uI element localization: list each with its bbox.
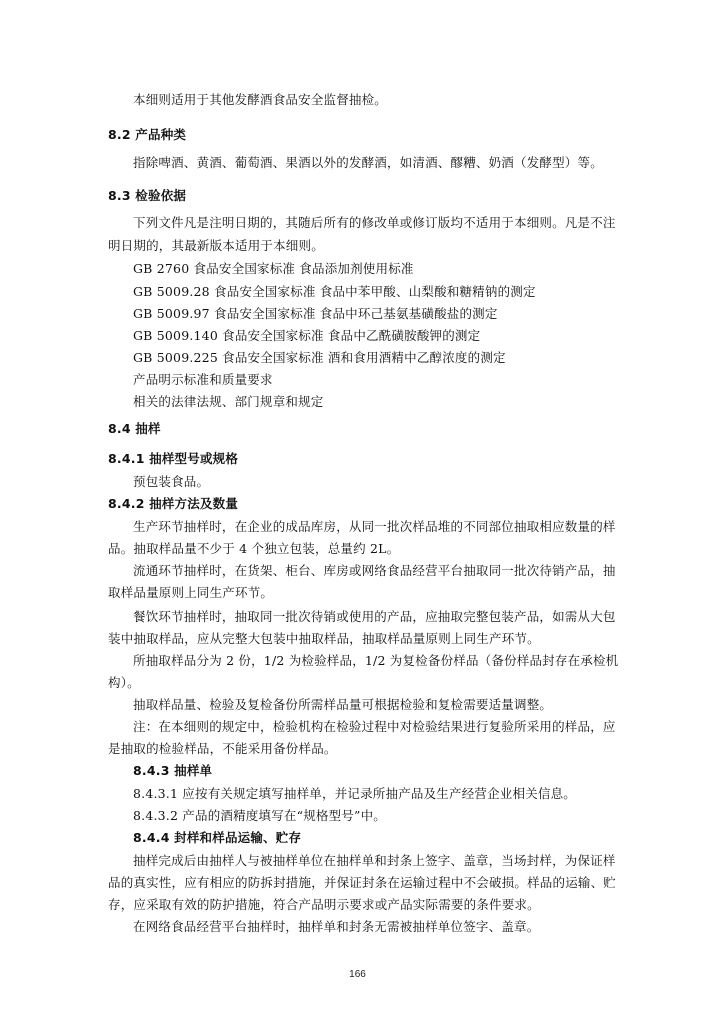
reference-item: 相关的法律法规、部门规章和规定: [133, 394, 324, 409]
section-8-4-1-body: 预包装食品。: [133, 474, 210, 489]
sealing-line-2: 品的真实性，应有相应的防拆封措施，并保证封条在运输过程中不会破损。样品的运输、贮: [108, 875, 617, 890]
sampling-circulation-line-1: 流通环节抽样时，在货架、柜台、库房或网络食品经营平台抽取同一批次待销产品，抽: [133, 563, 616, 578]
intro-paragraph: 本细则适用于其他发酵酒食品安全监督抽检。: [133, 92, 388, 107]
reference-item: GB 5009.140 食品安全国家标准 食品中乙酰磺胺酸钾的测定: [133, 328, 481, 343]
sealing-line-3: 存，应采取有效的防护措施，符合产品明示要求或产品实际需要的条件要求。: [108, 897, 540, 912]
sealing-line-1: 抽样完成后由抽样人与被抽样单位在抽样单和封条上签字、盖章，当场封样，为保证样: [133, 853, 616, 868]
sample-note-line-2: 是抽取的检验样品，不能采用备份样品。: [108, 741, 337, 756]
sample-note-line-1: 注：在本细则的规定中，检验机构在检验过程中对检验结果进行复验所采用的样品，应: [133, 719, 616, 734]
section-8-2-heading: 8.2 产品种类: [108, 127, 187, 142]
section-8-4-heading: 8.4 抽样: [108, 421, 161, 436]
section-8-4-3-heading: 8.4.3 抽样单: [133, 763, 213, 778]
reference-item: GB 5009.225 食品安全国家标准 酒和食用酒精中乙醇浓度的测定: [133, 350, 506, 365]
reference-item: GB 2760 食品安全国家标准 食品添加剂使用标准: [133, 261, 414, 276]
section-8-3-para-line-1: 下列文件凡是注明日期的，其随后所有的修改单或修订版均不适用于本细则。凡是不注: [133, 215, 616, 230]
reference-item: GB 5009.28 食品安全国家标准 食品中苯甲酸、山梨酸和糖精钠的测定: [133, 284, 536, 299]
section-8-3-heading: 8.3 检验依据: [108, 188, 187, 203]
section-8-4-2-heading: 8.4.2 抽样方法及数量: [108, 496, 239, 511]
section-8-3-para-line-2: 明日期的，其最新版本适用于本细则。: [108, 238, 324, 253]
section-8-4-3-1: 8.4.3.1 应按有关规定填写抽样单，并记录所抽产品及生产经营企业相关信息。: [133, 786, 577, 801]
sampling-circulation-line-2: 取样品量原则上同生产环节。: [108, 585, 274, 600]
sampling-production-line-1: 生产环节抽样时，在企业的成品库房，从同一批次样品堆的不同部位抽取相应数量的样: [133, 519, 616, 534]
sample-quantity-note: 抽取样品量、检验及复检备份所需样品量可根据检验和复检需要适量调整。: [133, 697, 553, 712]
sampling-catering-line-1: 餐饮环节抽样时，抽取同一批次待销或使用的产品，应抽取完整包装产品，如需从大包: [133, 609, 616, 624]
page-number: 166: [349, 969, 366, 980]
sampling-catering-line-2: 装中抽取样品，应从完整大包装中抽取样品，抽取样品量原则上同生产环节。: [108, 631, 540, 646]
section-8-4-4-heading: 8.4.4 封样和样品运输、贮存: [133, 830, 302, 845]
reference-item: 产品明示标准和质量要求: [133, 372, 273, 387]
online-sampling-note: 在网络食品经营平台抽样时，抽样单和封条无需被抽样单位签字、盖章。: [133, 919, 540, 934]
reference-item: GB 5009.97 食品安全国家标准 食品中环己基氨基磺酸盐的测定: [133, 306, 498, 321]
section-8-4-3-2: 8.4.3.2 产品的酒精度填写在“规格型号”中。: [133, 808, 386, 823]
sample-split-line-1: 所抽取样品分为 2 份，1/2 为检验样品，1/2 为复检备份样品（备份样品封存在承检机: [133, 653, 619, 668]
section-8-4-1-heading: 8.4.1 抽样型号或规格: [108, 451, 239, 466]
sampling-production-line-2: 品。抽取样品量不少于 4 个独立包装，总量约 2L。: [108, 541, 400, 556]
section-8-2-body: 指除啤酒、黄酒、葡萄酒、果酒以外的发酵酒，如清酒、醪糟、奶酒（发酵型）等。: [133, 155, 603, 170]
sample-split-line-2: 构）。: [108, 675, 140, 690]
